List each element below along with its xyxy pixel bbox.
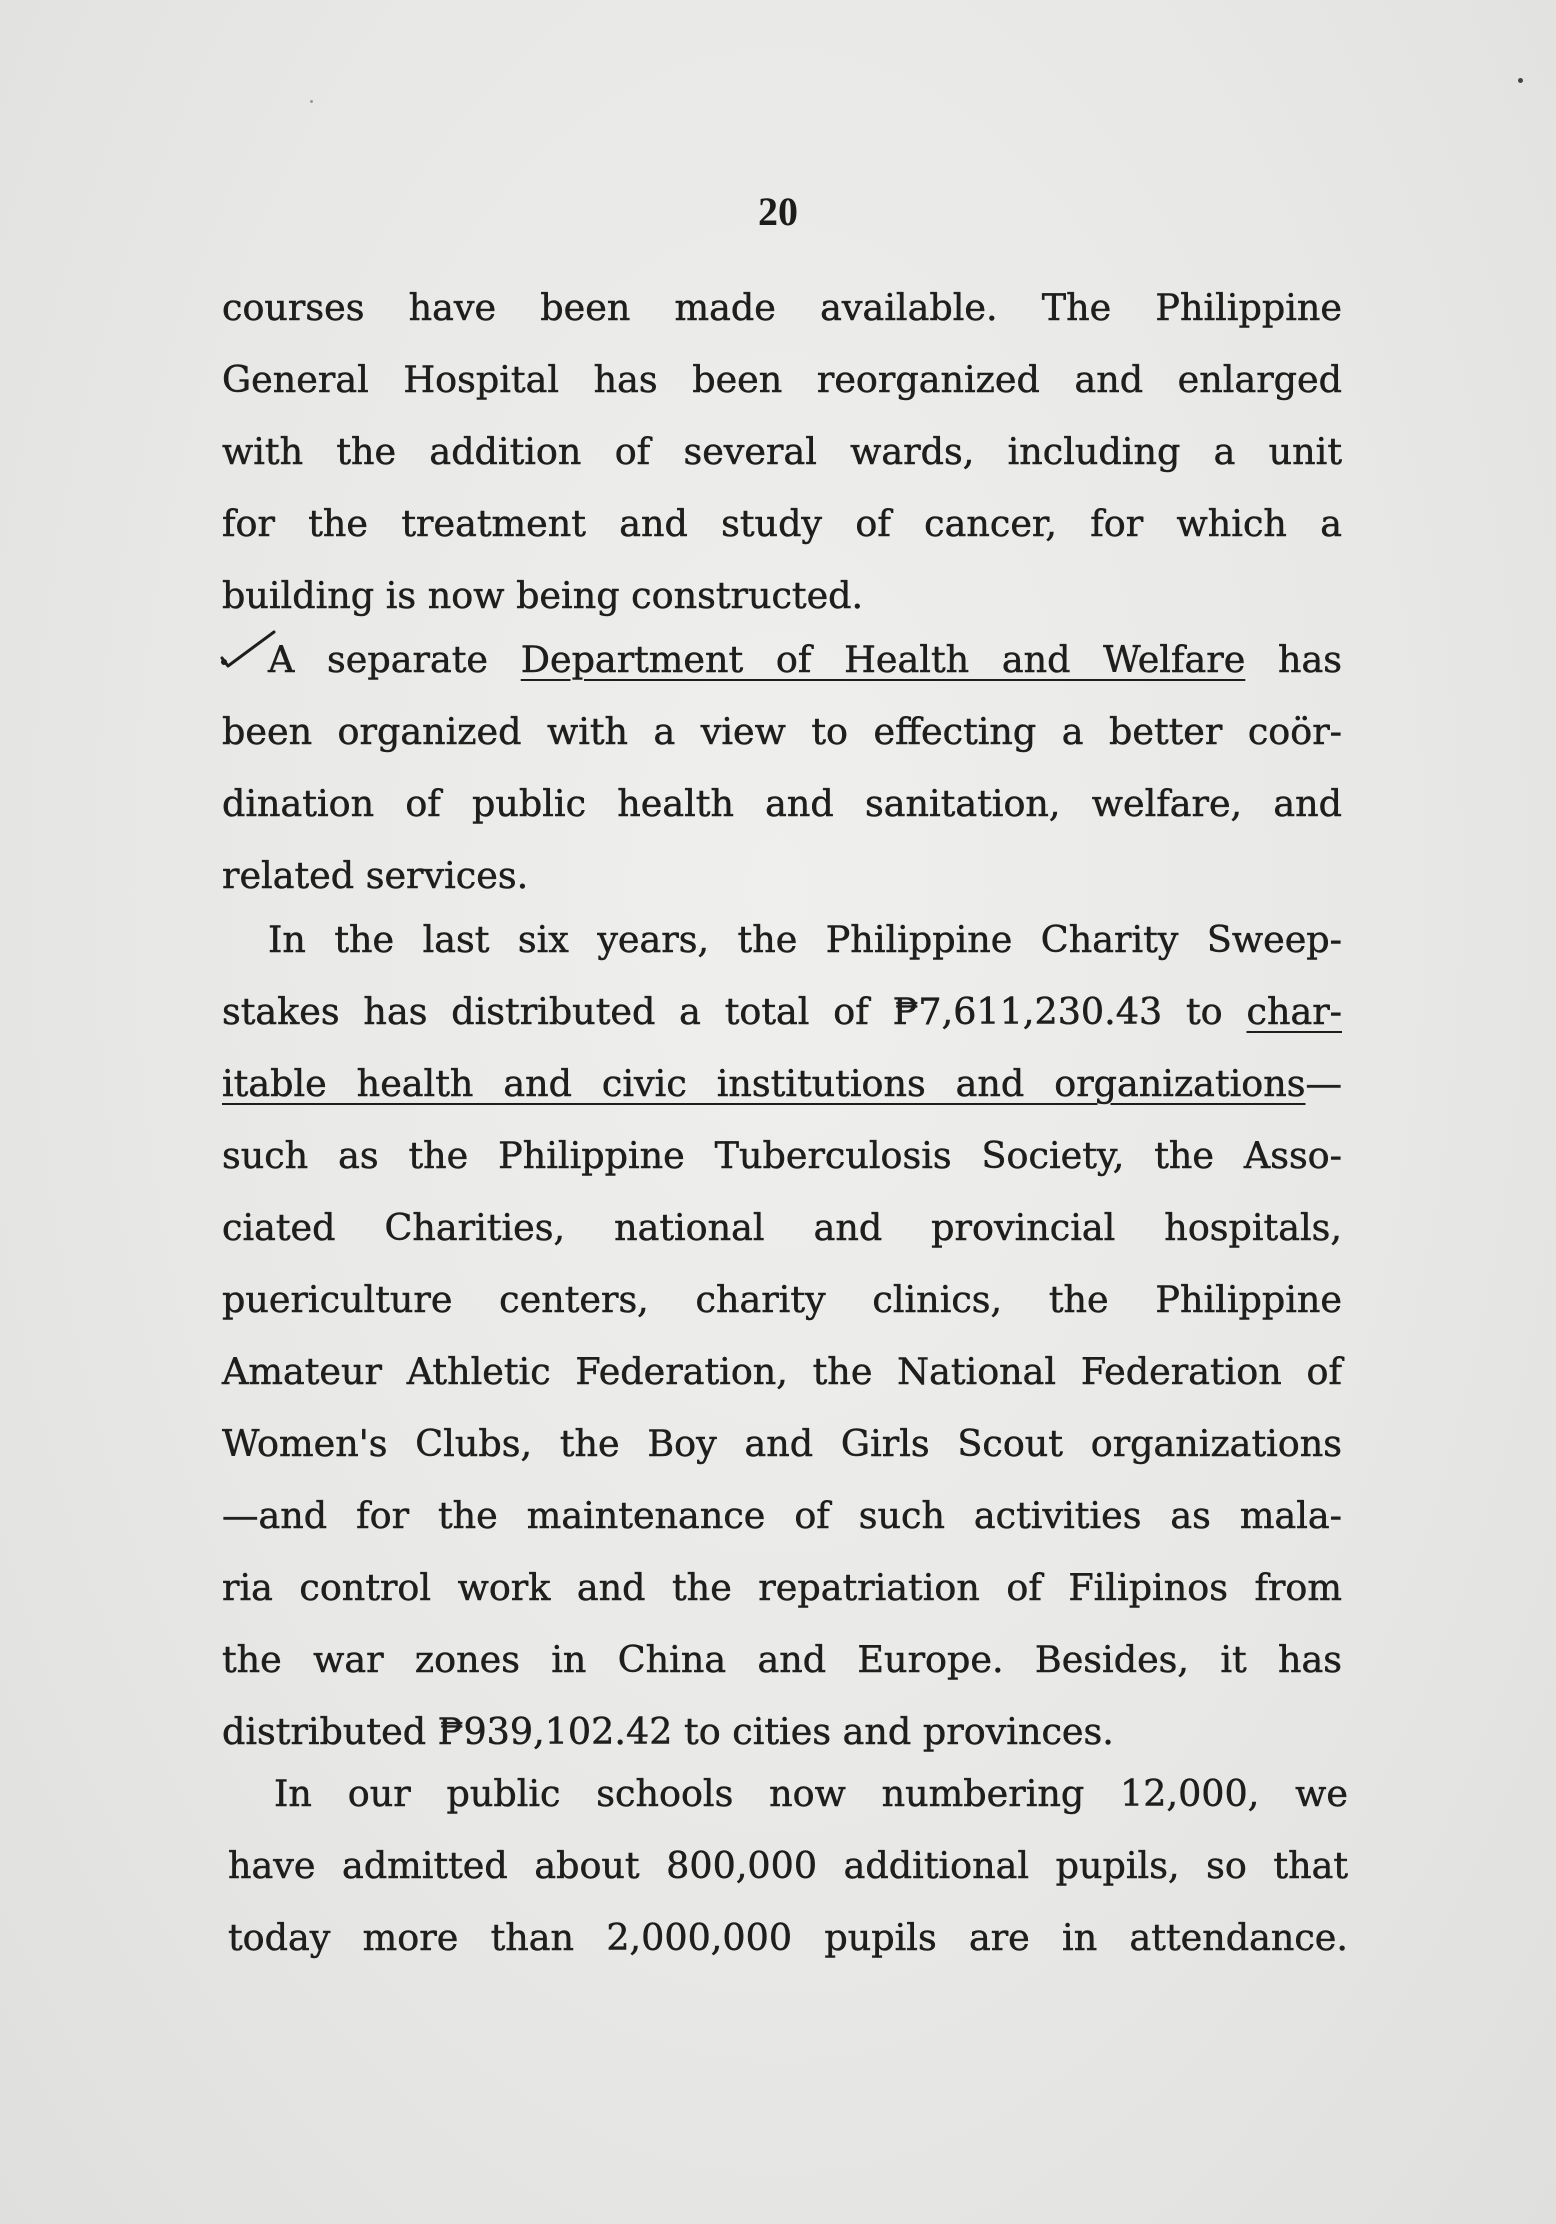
text-line: puericulture centers, charity clinics, the Philippine bbox=[222, 1278, 1342, 1321]
text-line: courses have been made available. The Philippine bbox=[222, 286, 1342, 329]
underlined-phrase: char- bbox=[1246, 990, 1342, 1033]
text-line bbox=[222, 1048, 1342, 1120]
text-segment: — bbox=[1305, 1062, 1342, 1105]
text-segment: stakes has distributed a total of ₱7,611,230.43 to bbox=[222, 990, 1247, 1033]
paper-speck bbox=[310, 100, 313, 103]
paragraph-2 bbox=[222, 624, 1342, 912]
text-line bbox=[222, 976, 1342, 1048]
text-line: In the last six years, the Philippine Charity Sweep- bbox=[268, 918, 1342, 961]
text-segment: has bbox=[1245, 638, 1342, 681]
underlined-phrase: Department of Health and Welfare bbox=[520, 638, 1246, 681]
paragraph-4 bbox=[228, 1758, 1348, 1974]
text-line bbox=[222, 624, 1342, 696]
text-line: building is now being constructed. bbox=[222, 574, 864, 617]
text-line: General Hospital has been reorganized and enlarged bbox=[222, 358, 1342, 401]
paragraph-1 bbox=[222, 272, 1342, 632]
text-line: ciated Charities, national and provincial hospitals, bbox=[222, 1206, 1342, 1249]
page-number: 20 bbox=[758, 189, 798, 234]
text-line: the war zones in China and Europe. Besides, it has bbox=[222, 1638, 1342, 1681]
text-line: related services. bbox=[222, 854, 529, 897]
text-line: Women's Clubs, the Boy and Girls Scout organizations bbox=[222, 1422, 1342, 1465]
paper-speck bbox=[1518, 78, 1523, 83]
text-line: been organized with a view to effecting a better coör- bbox=[222, 710, 1342, 753]
text-line: Amateur Athletic Federation, the National Federation of bbox=[222, 1350, 1342, 1393]
text-line: In our public schools now numbering 12,000, we bbox=[274, 1772, 1348, 1815]
text-line: such as the Philippine Tuberculosis Society, the Asso- bbox=[222, 1134, 1342, 1177]
text-line: have admitted about 800,000 additional pupils, so that bbox=[228, 1844, 1348, 1887]
text-line: today more than 2,000,000 pupils are in attendance. bbox=[228, 1916, 1348, 1959]
text-line: for the treatment and study of cancer, for which a bbox=[222, 502, 1342, 545]
text-line: —and for the maintenance of such activities as mala- bbox=[222, 1494, 1342, 1537]
text-line: with the addition of several wards, including a unit bbox=[222, 430, 1342, 473]
text-line: ria control work and the repatriation of Filipinos from bbox=[222, 1566, 1342, 1609]
paragraph-3 bbox=[222, 904, 1342, 1768]
text-line: dination of public health and sanitation, welfare, and bbox=[222, 782, 1342, 825]
text-line: distributed ₱939,102.42 to cities and provinces. bbox=[222, 1710, 1114, 1753]
text-segment: A separate bbox=[268, 638, 521, 681]
underlined-phrase: itable health and civic institutions and organizations bbox=[222, 1062, 1306, 1105]
